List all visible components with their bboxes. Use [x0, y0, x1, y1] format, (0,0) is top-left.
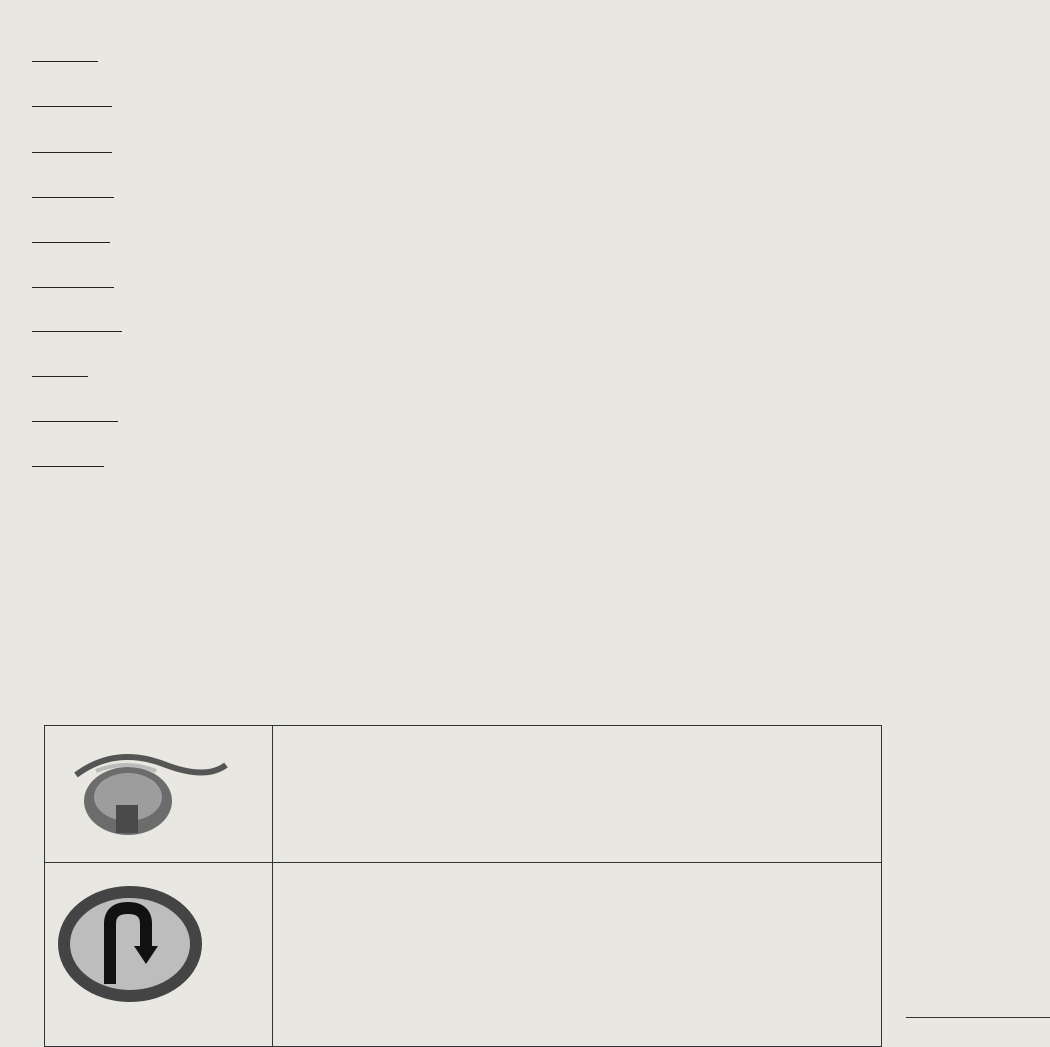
question-3-stem: [32, 137, 112, 158]
table-row-divider: [44, 862, 882, 863]
answer-blank[interactable]: [32, 183, 114, 198]
answer-blank[interactable]: [32, 362, 88, 377]
question-6-stem: [32, 272, 114, 293]
environment-sign-image: [56, 745, 256, 843]
question-1-stem: [32, 46, 98, 67]
question-4-stem: [32, 182, 114, 203]
no-u-turn-sign-image: [58, 880, 228, 1010]
answer-blank[interactable]: [32, 407, 118, 422]
question-8-stem: [32, 361, 88, 382]
answer-blank[interactable]: [32, 47, 98, 62]
question-2-stem: [32, 91, 112, 112]
table-divider: [272, 725, 273, 1047]
section-3-answer-box-top: [906, 1017, 1050, 1018]
question-7-stem: [32, 316, 122, 337]
answer-blank[interactable]: [32, 317, 122, 332]
answer-blank[interactable]: [32, 138, 112, 153]
question-9-stem: [32, 406, 118, 427]
answer-blank[interactable]: [32, 228, 110, 243]
answer-blank[interactable]: [32, 92, 112, 107]
question-5-stem: [32, 227, 110, 248]
answer-blank[interactable]: [32, 273, 114, 288]
answer-blank[interactable]: [32, 452, 104, 467]
question-10-stem: [32, 451, 104, 472]
